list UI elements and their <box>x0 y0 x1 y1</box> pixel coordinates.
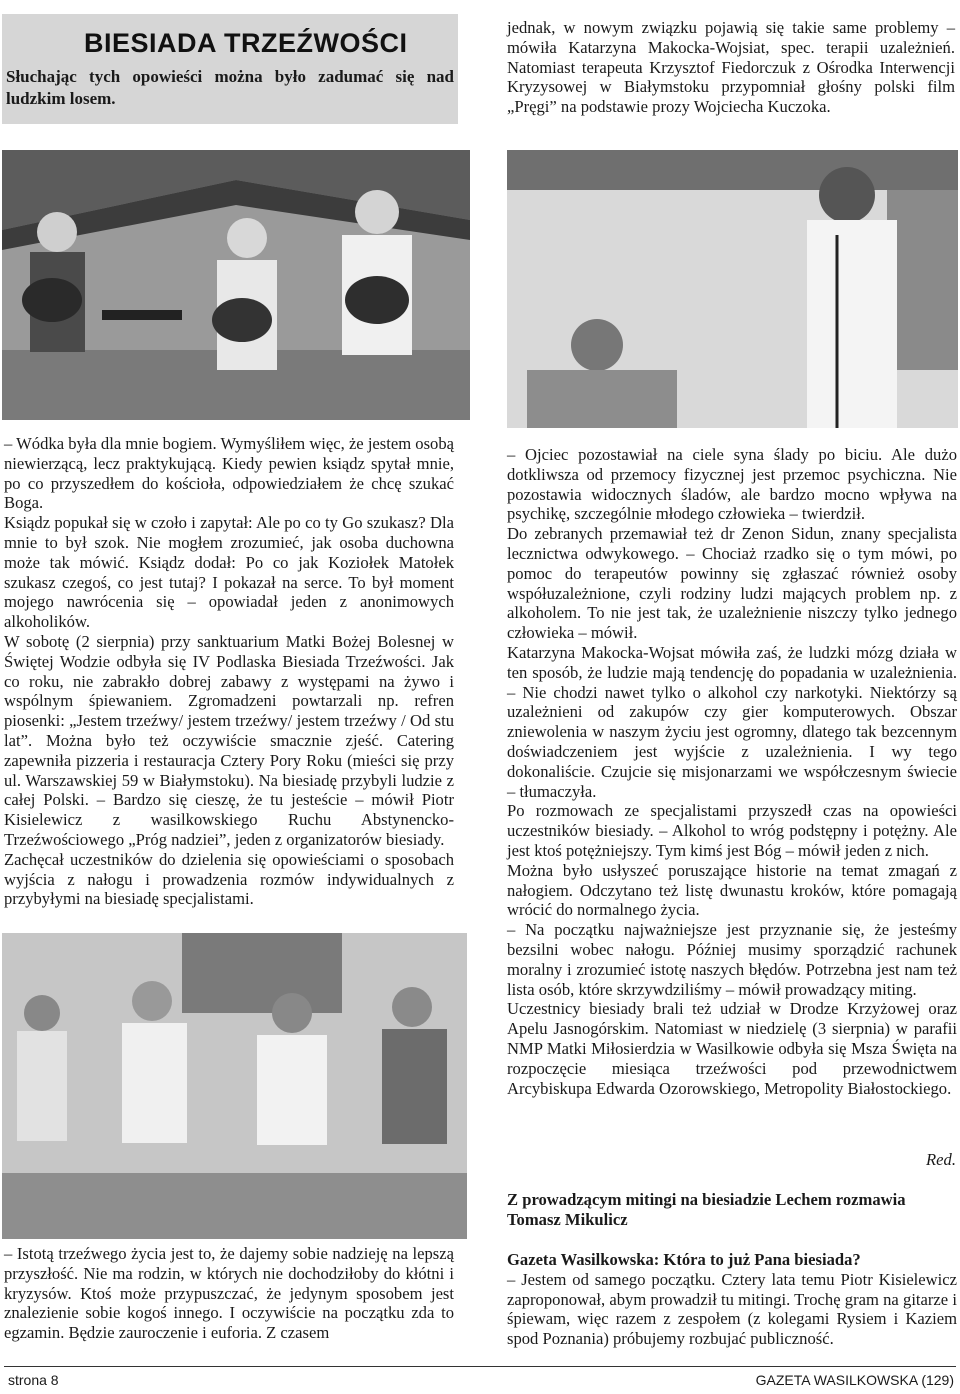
photo-group <box>2 933 467 1239</box>
interview-heading: Z prowadzącym mitingi na biesiadzie Lechem rozmawia Tomasz Mikulicz <box>507 1190 906 1229</box>
paragraph: – Wódka była dla mnie bogiem. Wymyśliłem więc, że jestem osobą niewierzącą, lecz praktykującą. Kiedy pewien ksiądz spytał mnie, po co przyszedłem do kościoła, odpowiedziałem że chcę szukać Boga. <box>4 434 454 513</box>
page-title: BIESIADA TRZEŹWOŚCI <box>84 28 408 58</box>
paragraph: Zachęcał uczestników do dzielenia się opowieściami o sposobach wyjścia z nałogu i prowadzenia rozmów indywidualnych z przybyłymi na biesiadę specjalistami. <box>4 849 454 909</box>
interview-answer: – Jestem od samego początku. Cztery lata temu Piotr Kisielewicz zaproponował, abym prowadził tu mitingi. Trochę gram na gitarze i śpiewam, więc razem z zespołem (z kolegami Rysiem i Kaziem spod Poznania) próbujemy rozbujać publiczność. <box>507 1269 957 1349</box>
right-column <box>507 445 957 1098</box>
paragraph: jednak, w nowym związku pojawią się takie same problemy – mówiła Katarzyna Makocka-Wojsiat, spec. terapii uzależnień. Natomiast terapeuta Krzysztof Fiedorczuk z Ośrodka Interwencji Kryzysowej w Białymstoku przypomniał głośny polski film „Pręgi” na podstawie prozy Wojciecha Kuczoka. <box>507 18 955 117</box>
paragraph: W sobotę (2 sierpnia) przy sanktuarium Matki Bożej Bolesnej w Świętej Wodzie odbyła się IV Podlaska Biesiada Trzeźwości. Jak co roku, nie zabrakło dobrej zabawy z występami na żywo i wspólnym śpiewaniem. Zgromadzeni powtarzali np. refren piosenki: „Jestem trzeźwy/ jestem trzeźwy/ jestem trzeźwy / Od stu lat”. Można było też oczywiście smacznie zjeść. Catering zapewniła pizzeria i restauracja Cztery Pory Roku (mieści się przy ul. Warszawskiej 59 w Białymstoku). Na biesiadę przybyli ludzie z całej Polski. – Bardzo się cieszę, że tu jesteście – mówił Piotr Kisielewicz z wasilkowskiego Ruchu Abstynencko-Trzeźwościowego „Próg nadziei”, jeden z organizatorów biesiady. <box>4 631 454 849</box>
top-right-text <box>507 18 955 117</box>
photo-musicians-icon <box>2 150 470 420</box>
paragraph: Ksiądz popukał się w czoło i zapytał: Ale po co ty Go szukasz? Dla mnie to był szok. Nie mogłem zrozumieć, jak osoba duchowna może tak mówić. Ksiądz dodał: Po co jak Koziołek Matołek szukasz czegoś, co jest tutaj? I pokazał na serce. To był moment mojego nawrócenia się – opowiadał jeden z anonimowych alkoholików. <box>4 513 454 632</box>
paragraph: Katarzyna Makocka-Wojsat mówiła zaś, że ludzki mózg działa w ten sposób, że ludzie mają tendencję do popadania w uzależnienia. – Nie chodzi nawet tylko o alkohol czy narkotyki. Niektórzy są uzależnieni od zakupów czy gier komputerowych. Obszar zniewolenia w naszym życiu jest ogromny, dlatego tak bezcennym doświadczeniem jest wyjście z uzależnienia. I wy tego dokonaliście. Czujcie się misjonarzami we współczesnym świecie – tłumaczyła. <box>507 642 957 801</box>
photo-musicians <box>2 150 470 420</box>
page-number: strona 8 <box>8 1372 59 1388</box>
photo-group-holding-hands-icon <box>2 933 467 1239</box>
paragraph: Można było usłyszeć poruszające historie na temat zmagań z nałogiem. Odczytano też listę dwunastu kroków, które pomagają wrócić do normalnego życia. <box>507 860 957 920</box>
paragraph: – Istotą trzeźwego życia jest to, że dajemy sobie nadzieję na lepszą przyszłość. Nie ma rodzin, w których nie dochodziłoby do kłótni i kryzysów. Ktoś może przypuszczać, że jedynym sposobem jest znalezienie sobie kogoś innego. I oczywiście na początku zda to egzamin. Będzie zauroczenie i euforia. Z czasem <box>4 1244 454 1343</box>
lead-text: Słuchając tych opowieści można było zadumać się nad ludzkim losem. <box>6 67 454 108</box>
paragraph: – Ojciec pozostawiał na ciele syna ślady po biciu. Ale dużo dotkliwsza od przemocy fizycznej jest przemoc psychiczna. Nie pozostawia widocznych śladów, ale bardzo mocno wpływa na psychikę, szczególnie młodego człowieka – twierdził. <box>507 445 957 524</box>
left-bottom-text <box>4 1244 454 1343</box>
paragraph: – Na początku najważniejsze jest przyznanie się, że jesteśmy bezsilni wobec nałogu. Później musimy sporządzić rachunek moralny i zrozumieć istotę naszych błędów. Potrzebna jest nam też lista osób, które skrzywdziliśmy – mówił prowadzący miting. <box>507 920 957 999</box>
photo-speakers <box>507 150 958 428</box>
signature: Red. <box>926 1150 956 1169</box>
left-column <box>4 434 454 909</box>
paragraph: Do zebranych przemawiał też dr Zenon Sidun, znany specjalista lecznictwa odwykowego. – Chociaż rzadko się o tym mówi, po pomoc do terapeutów powinny się zgłaszać również osoby współuzależnione, czyli rodziny ludzi mających problem np. z alkoholem. To nie jest tak, że uzależnienie niszczy tylko jednego człowieka – mówił. <box>507 524 957 643</box>
interview <box>507 1250 957 1349</box>
paragraph: Po rozmowach ze specjalistami przyszedł czas na opowieści uczestników biesiady. – Alkohol to wróg podstępny i potężny. Ale jest ktoś potężniejszy. Tym kimś jest Bóg – mówił jeden z nich. <box>507 801 957 860</box>
footer-rule <box>4 1366 956 1367</box>
photo-speakers-icon <box>507 150 958 428</box>
interview-question: Gazeta Wasilkowska: Która to już Pana biesiada? <box>507 1250 861 1269</box>
paragraph: Uczestnicy biesiady brali też udział w Drodze Krzyżowej oraz Apelu Jasnogórskim. Natomiast w niedzielę (3 sierpnia) w parafii NMP Matki Miłosierdzia w Wasilkowie odbyła się Msza Święta na rozpoczęcie miesiąca trzeźwości pod przewodnictwem Arcybiskupa Edwarda Ozorowskiego, Metropolity Białostockiego. <box>507 999 957 1098</box>
publication-name: GAZETA WASILKOWSKA (129) <box>755 1372 954 1388</box>
header-box <box>2 14 458 124</box>
